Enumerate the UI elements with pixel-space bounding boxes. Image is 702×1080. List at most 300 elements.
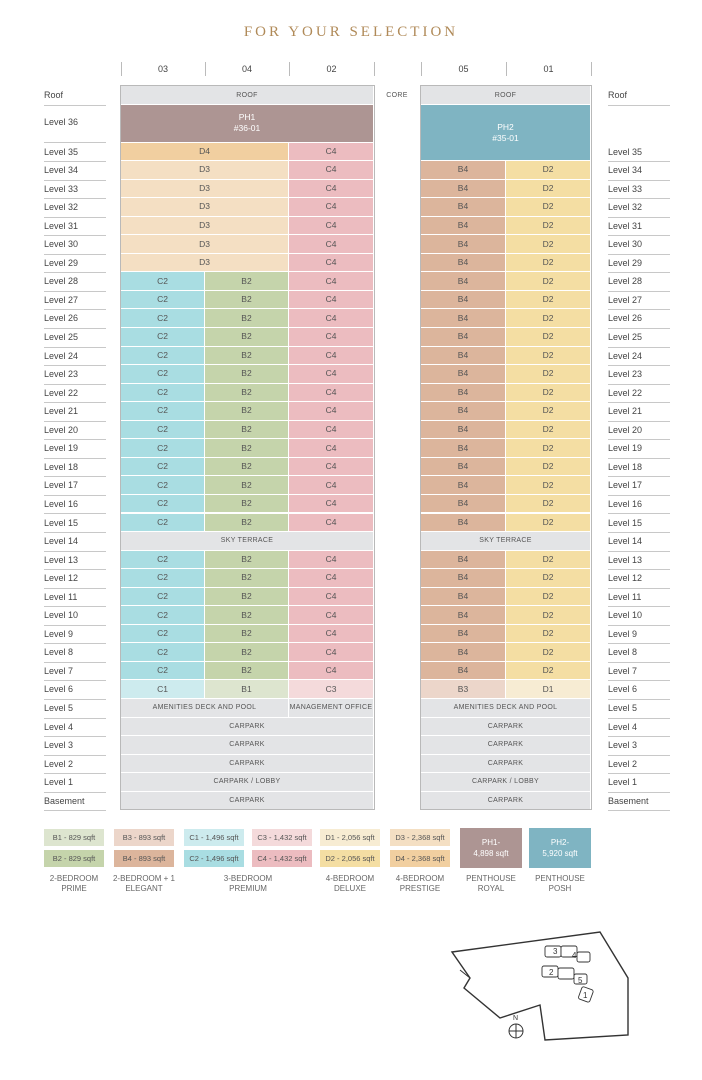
legend-penthouse: PH2- 5,920 sqft bbox=[529, 828, 591, 868]
unit-cell: B4 bbox=[421, 625, 506, 644]
level-row-line bbox=[608, 272, 670, 273]
unit-cell: D2 bbox=[506, 643, 591, 662]
unit-cell: B4 bbox=[421, 662, 506, 681]
level-row-line bbox=[44, 755, 106, 756]
level-label-left: Level 34 bbox=[44, 165, 79, 176]
unit-cell: C2 bbox=[121, 625, 205, 644]
unit-cell: C4 bbox=[289, 309, 374, 328]
level-label-right: Level 7 bbox=[608, 665, 638, 676]
level-row-line bbox=[608, 180, 670, 181]
unit-cell: B2 bbox=[205, 272, 289, 291]
unit-cell: D2 bbox=[506, 347, 591, 366]
unit-cell: B4 bbox=[421, 161, 506, 180]
unit-cell: B4 bbox=[421, 254, 506, 273]
level-label-left: Level 11 bbox=[44, 591, 78, 602]
amenities-right: AMENITIES DECK AND POOL bbox=[421, 699, 591, 718]
unit-cell: B4 bbox=[421, 291, 506, 310]
level-row-line bbox=[44, 643, 106, 644]
level-label-right: Level 35 bbox=[608, 146, 643, 157]
unit-cell: D2 bbox=[506, 291, 591, 310]
ph2-unit: #35-01 bbox=[492, 132, 519, 143]
map-label-3: 3 bbox=[553, 947, 558, 956]
level-row-line bbox=[608, 569, 670, 570]
ph1-unit: #36-01 bbox=[233, 123, 261, 134]
level-row-line bbox=[44, 384, 106, 385]
level-row-line bbox=[44, 810, 106, 811]
level-row-line bbox=[608, 217, 670, 218]
unit-cell: C4 bbox=[289, 161, 374, 180]
level-row-line bbox=[608, 736, 670, 737]
level-label-right: Level 14 bbox=[608, 536, 643, 547]
carpark-left: CARPARK bbox=[121, 755, 374, 774]
level-label-right: Level 4 bbox=[608, 721, 638, 732]
unit-cell: C2 bbox=[121, 551, 205, 570]
unit-cell: C4 bbox=[289, 217, 374, 236]
level-row-line bbox=[44, 513, 106, 514]
unit-cell: B2 bbox=[205, 662, 289, 681]
level-row-line bbox=[44, 588, 106, 589]
level-row-line bbox=[608, 699, 670, 700]
unit-cell: D2 bbox=[506, 254, 591, 273]
unit-cell: C2 bbox=[121, 309, 205, 328]
unit-cell: C4 bbox=[289, 514, 374, 533]
map-label-5: 5 bbox=[578, 976, 583, 985]
unit-cell: C4 bbox=[289, 625, 374, 644]
unit-cell: B4 bbox=[421, 514, 506, 533]
core-label: CORE bbox=[374, 86, 421, 105]
level-row-line bbox=[44, 254, 106, 255]
level-row-line bbox=[44, 551, 106, 552]
unit-cell: C2 bbox=[121, 291, 205, 310]
map-label-1: 1 bbox=[583, 991, 588, 1000]
column-divider bbox=[121, 62, 122, 76]
unit-cell: D2 bbox=[506, 217, 591, 236]
unit-cell: C4 bbox=[289, 402, 374, 421]
unit-cell: B2 bbox=[205, 458, 289, 477]
unit-cell: B1 bbox=[205, 680, 289, 699]
unit-cell: D3 bbox=[121, 254, 289, 273]
unit-cell: C2 bbox=[121, 662, 205, 681]
level-row-line bbox=[608, 606, 670, 607]
unit-cell: B2 bbox=[205, 309, 289, 328]
map-label-4: 4 bbox=[572, 951, 577, 960]
unit-cell: B2 bbox=[205, 476, 289, 495]
penthouse-ph2 bbox=[421, 105, 591, 161]
level-label-right: Level 2 bbox=[608, 758, 638, 769]
level-row-line bbox=[608, 198, 670, 199]
unit-cell: B4 bbox=[421, 439, 506, 458]
unit-cell: C4 bbox=[289, 384, 374, 403]
level-label-right: Level 23 bbox=[608, 369, 643, 380]
level-row-line bbox=[608, 291, 670, 292]
unit-cell: B4 bbox=[421, 421, 506, 440]
column-divider bbox=[289, 62, 290, 76]
carpark-lobby-left: CARPARK / LOBBY bbox=[121, 773, 374, 792]
unit-cell: C2 bbox=[121, 588, 205, 607]
unit-cell: C4 bbox=[289, 588, 374, 607]
level-row-line bbox=[44, 217, 106, 218]
column-header-04: 04 bbox=[241, 64, 252, 74]
level-label-left: Level 15 bbox=[44, 517, 79, 528]
level-row-line bbox=[44, 272, 106, 273]
unit-cell: C2 bbox=[121, 439, 205, 458]
unit-cell: C4 bbox=[289, 643, 374, 662]
level-label-left: Level 25 bbox=[44, 332, 79, 342]
legend-penthouse: PH1- 4,898 sqft bbox=[460, 828, 522, 868]
unit-cell: B4 bbox=[421, 198, 506, 217]
level-row-line bbox=[44, 773, 106, 774]
unit-cell: C4 bbox=[289, 421, 374, 440]
level-row-line bbox=[608, 328, 670, 329]
unit-cell: C4 bbox=[289, 254, 374, 273]
level-row-line bbox=[44, 699, 106, 700]
unit-cell: C4 bbox=[289, 439, 374, 458]
level-row-line bbox=[44, 532, 106, 533]
level-label-right: Level 32 bbox=[608, 202, 643, 213]
unit-cell: C2 bbox=[121, 384, 205, 403]
column-divider bbox=[205, 62, 206, 76]
level-label-right: Level 6 bbox=[608, 684, 638, 695]
level-label-left: Level 31 bbox=[44, 220, 79, 231]
legend-caption: 2-BEDROOM PRIME bbox=[49, 874, 99, 893]
north-arrow-icon bbox=[509, 1015, 523, 1038]
level-row-line bbox=[608, 551, 670, 552]
unit-cell: D3 bbox=[121, 235, 289, 254]
level-row-line bbox=[44, 458, 106, 459]
level-label-right: Level 3 bbox=[608, 740, 638, 751]
unit-cell: B2 bbox=[205, 291, 289, 310]
page-title: FOR YOUR SELECTION bbox=[243, 24, 459, 40]
unit-cell: B4 bbox=[421, 235, 506, 254]
unit-cell: B2 bbox=[205, 569, 289, 588]
unit-cell: C2 bbox=[121, 643, 205, 662]
unit-cell: C2 bbox=[121, 365, 205, 384]
unit-cell: D1 bbox=[506, 680, 591, 699]
level-label-left: Level 17 bbox=[44, 480, 79, 491]
level-label-left: Level 23 bbox=[44, 369, 79, 380]
legend-item: C1 - 1,496 sqft bbox=[184, 829, 244, 846]
level-label-right: Level 26 bbox=[608, 313, 643, 324]
level-row-line bbox=[44, 161, 106, 162]
legend-item: B3 - 893 sqft bbox=[114, 829, 174, 846]
level-label-left: Level 21 bbox=[44, 406, 79, 417]
unit-cell: B4 bbox=[421, 643, 506, 662]
unit-cell: B3 bbox=[421, 680, 506, 699]
level-row-line bbox=[44, 495, 106, 496]
ph1-name: PH1 bbox=[238, 112, 256, 123]
unit-cell: B4 bbox=[421, 495, 506, 514]
level-label-left: Level 12 bbox=[44, 573, 79, 584]
sky-terrace-left: SKY TERRACE bbox=[121, 532, 374, 551]
unit-cell: C4 bbox=[289, 180, 374, 199]
unit-cell: D2 bbox=[506, 402, 591, 421]
level-row-line bbox=[44, 718, 106, 719]
level-label-left: Level 35 bbox=[44, 146, 79, 157]
level-label-right: Level 15 bbox=[608, 517, 643, 528]
level-row-line bbox=[44, 180, 106, 181]
unit-cell: D2 bbox=[506, 439, 591, 458]
level-row-line bbox=[44, 105, 106, 106]
level-row-line bbox=[608, 810, 670, 811]
unit-cell: C4 bbox=[289, 569, 374, 588]
unit-cell: C4 bbox=[289, 365, 374, 384]
unit-cell: B4 bbox=[421, 365, 506, 384]
unit-cell: C3 bbox=[289, 680, 374, 699]
unit-cell: C4 bbox=[289, 606, 374, 625]
legend-item: C3 - 1,432 sqft bbox=[252, 829, 312, 846]
unit-cell: D3 bbox=[121, 217, 289, 236]
level-row-line bbox=[608, 513, 670, 514]
column-header-02: 02 bbox=[326, 64, 337, 74]
unit-cell: D2 bbox=[506, 551, 591, 570]
carpark-right: CARPARK bbox=[421, 718, 591, 737]
legend-item: B2 - 829 sqft bbox=[44, 850, 104, 867]
unit-cell: B4 bbox=[421, 551, 506, 570]
unit-cell: C2 bbox=[121, 328, 205, 347]
level-label-left: Level 30 bbox=[44, 239, 79, 250]
legend-item: C2 - 1,496 sqft bbox=[184, 850, 244, 867]
level-row-line bbox=[608, 755, 670, 756]
legend-item: D4 - 2,368 sqft bbox=[390, 850, 450, 867]
unit-cell: C2 bbox=[121, 606, 205, 625]
carpark-left: CARPARK bbox=[121, 792, 374, 811]
unit-cell: B4 bbox=[421, 402, 506, 421]
level-label-right: Level 27 bbox=[608, 294, 643, 305]
unit-cell: C4 bbox=[289, 347, 374, 366]
level-label-right: Level 34 bbox=[608, 165, 643, 176]
unit-cell: C2 bbox=[121, 569, 205, 588]
level-label-left: Level 2 bbox=[44, 758, 74, 769]
level-label-right: Level 18 bbox=[608, 461, 643, 472]
level-row-line bbox=[608, 718, 670, 719]
level-label-right: Level 25 bbox=[608, 332, 643, 342]
unit-cell: C4 bbox=[289, 551, 374, 570]
level-label-left: Roof bbox=[44, 90, 64, 100]
unit-cell: B2 bbox=[205, 402, 289, 421]
legend-caption: PENTHOUSE ROYAL bbox=[466, 874, 516, 893]
level-row-line bbox=[44, 291, 106, 292]
level-row-line bbox=[608, 458, 670, 459]
level-label-left: Basement bbox=[44, 795, 85, 806]
level-label-left: Level 3 bbox=[44, 740, 74, 751]
unit-cell: B2 bbox=[205, 625, 289, 644]
unit-cell: D2 bbox=[506, 588, 591, 607]
level-label-left: Level 36 bbox=[44, 117, 79, 127]
unit-cell: B4 bbox=[421, 180, 506, 199]
legend-caption: 4-BEDROOM DELUXE bbox=[325, 874, 375, 893]
level-row-line bbox=[608, 347, 670, 348]
level-row-line bbox=[44, 365, 106, 366]
map-label-2: 2 bbox=[549, 968, 554, 977]
level-label-left: Level 16 bbox=[44, 498, 79, 509]
unit-cell: C4 bbox=[289, 291, 374, 310]
unit-cell: B2 bbox=[205, 606, 289, 625]
unit-cell: B4 bbox=[421, 217, 506, 236]
level-label-left: Level 9 bbox=[44, 628, 74, 639]
level-label-right: Level 1 bbox=[608, 777, 638, 788]
level-label-left: Level 7 bbox=[44, 665, 74, 676]
level-row-line bbox=[608, 680, 670, 681]
unit-cell: D2 bbox=[506, 309, 591, 328]
level-label-right: Level 19 bbox=[608, 443, 643, 454]
level-row-line bbox=[608, 643, 670, 644]
penthouse-ph1 bbox=[121, 105, 374, 143]
unit-cell: D2 bbox=[506, 180, 591, 199]
unit-cell: C4 bbox=[289, 662, 374, 681]
unit-cell: B2 bbox=[205, 551, 289, 570]
level-row-line bbox=[44, 792, 106, 793]
unit-cell: C2 bbox=[121, 458, 205, 477]
level-row-line bbox=[608, 161, 670, 162]
unit-cell: D4 bbox=[121, 143, 289, 162]
unit-cell: B4 bbox=[421, 606, 506, 625]
level-label-left: Level 8 bbox=[44, 647, 74, 658]
legend-item: D1 - 2,056 sqft bbox=[320, 829, 380, 846]
level-label-left: Level 22 bbox=[44, 387, 79, 398]
unit-cell: C4 bbox=[289, 476, 374, 495]
level-label-right: Level 21 bbox=[608, 406, 643, 417]
level-label-right: Level 29 bbox=[608, 257, 643, 268]
level-row-line bbox=[44, 439, 106, 440]
unit-cell: C4 bbox=[289, 198, 374, 217]
level-label-right: Roof bbox=[608, 90, 628, 100]
unit-cell: C2 bbox=[121, 421, 205, 440]
unit-cell: D2 bbox=[506, 495, 591, 514]
level-label-right: Level 5 bbox=[608, 703, 638, 713]
level-row-line bbox=[608, 384, 670, 385]
level-label-left: Level 18 bbox=[44, 461, 79, 472]
level-row-line bbox=[44, 680, 106, 681]
level-row-line bbox=[608, 495, 670, 496]
unit-cell: B4 bbox=[421, 569, 506, 588]
level-row-line bbox=[608, 662, 670, 663]
column-header-01: 01 bbox=[543, 64, 554, 74]
legend-item: B4 - 893 sqft bbox=[114, 850, 174, 867]
unit-cell: B2 bbox=[205, 328, 289, 347]
level-row-line bbox=[608, 309, 670, 310]
level-label-right: Level 20 bbox=[608, 424, 643, 435]
legend-caption: PENTHOUSE POSH bbox=[535, 874, 585, 893]
level-row-line bbox=[608, 532, 670, 533]
unit-cell: C1 bbox=[121, 680, 205, 699]
level-label-right: Level 17 bbox=[608, 480, 643, 491]
level-label-left: Level 33 bbox=[44, 183, 79, 194]
unit-cell: B4 bbox=[421, 458, 506, 477]
level-row-line bbox=[608, 235, 670, 236]
unit-cell: D2 bbox=[506, 421, 591, 440]
legend-caption: 4-BEDROOM PRESTIGE bbox=[395, 874, 445, 893]
carpark-lobby-right: CARPARK / LOBBY bbox=[421, 773, 591, 792]
level-row-line bbox=[608, 439, 670, 440]
level-row-line bbox=[608, 773, 670, 774]
unit-cell: D3 bbox=[121, 161, 289, 180]
unit-cell: B2 bbox=[205, 439, 289, 458]
level-label-left: Level 14 bbox=[44, 536, 79, 547]
level-label-left: Level 4 bbox=[44, 721, 74, 732]
unit-cell: D2 bbox=[506, 235, 591, 254]
unit-cell: C2 bbox=[121, 514, 205, 533]
level-row-line bbox=[44, 309, 106, 310]
level-row-line bbox=[608, 588, 670, 589]
level-row-line bbox=[608, 792, 670, 793]
level-row-line bbox=[608, 402, 670, 403]
unit-cell: D2 bbox=[506, 662, 591, 681]
carpark-right: CARPARK bbox=[421, 755, 591, 774]
roof-right: ROOF bbox=[421, 86, 591, 105]
unit-cell: B4 bbox=[421, 328, 506, 347]
site-plan-map bbox=[450, 930, 630, 1055]
unit-cell: B4 bbox=[421, 384, 506, 403]
unit-cell: C4 bbox=[289, 143, 374, 162]
level-label-right: Level 9 bbox=[608, 628, 638, 639]
legend-item: C4 - 1,432 sqft bbox=[252, 850, 312, 867]
level-row-line bbox=[608, 254, 670, 255]
legend-caption-3bedroom: 3-BEDROOM PREMIUM bbox=[223, 874, 273, 893]
level-label-right: Level 13 bbox=[608, 554, 643, 565]
unit-cell: C2 bbox=[121, 476, 205, 495]
unit-cell: D2 bbox=[506, 198, 591, 217]
level-label-left: Level 19 bbox=[44, 443, 79, 454]
level-label-left: Level 5 bbox=[44, 703, 74, 713]
unit-cell: B4 bbox=[421, 588, 506, 607]
level-label-left: Level 28 bbox=[44, 276, 79, 287]
level-label-right: Level 24 bbox=[608, 350, 643, 361]
level-row-line bbox=[44, 142, 106, 143]
unit-cell: B4 bbox=[421, 347, 506, 366]
level-label-right: Level 31 bbox=[608, 220, 643, 231]
column-divider bbox=[421, 62, 422, 76]
level-row-line bbox=[608, 476, 670, 477]
ph2-name: PH2 bbox=[497, 121, 514, 132]
level-label-right: Level 10 bbox=[608, 610, 643, 621]
unit-cell: C2 bbox=[121, 402, 205, 421]
unit-cell: D2 bbox=[506, 514, 591, 533]
legend-item: D2 - 2,056 sqft bbox=[320, 850, 380, 867]
sky-terrace-right: SKY TERRACE bbox=[421, 532, 591, 551]
level-row-line bbox=[44, 662, 106, 663]
unit-cell: C4 bbox=[289, 272, 374, 291]
level-row-line bbox=[44, 198, 106, 199]
roof-left: ROOF bbox=[121, 86, 374, 105]
carpark-right: CARPARK bbox=[421, 736, 591, 755]
column-divider bbox=[506, 62, 507, 76]
north-label: N bbox=[513, 1015, 519, 1022]
level-row-line bbox=[608, 421, 670, 422]
level-row-line bbox=[608, 105, 670, 106]
level-row-line bbox=[44, 235, 106, 236]
unit-cell: B4 bbox=[421, 476, 506, 495]
column-divider bbox=[374, 62, 375, 76]
level-label-left: Level 6 bbox=[44, 684, 74, 695]
unit-cell: D2 bbox=[506, 569, 591, 588]
column-header-05: 05 bbox=[458, 64, 469, 74]
unit-cell: C4 bbox=[289, 458, 374, 477]
level-label-right: Level 30 bbox=[608, 239, 643, 250]
unit-cell: B4 bbox=[421, 272, 506, 291]
unit-cell: C2 bbox=[121, 495, 205, 514]
level-label-left: Level 1 bbox=[44, 777, 74, 788]
unit-cell: D2 bbox=[506, 476, 591, 495]
legend-item: B1 - 829 sqft bbox=[44, 829, 104, 846]
unit-cell: D2 bbox=[506, 365, 591, 384]
level-row-line bbox=[44, 328, 106, 329]
level-label-right: Level 28 bbox=[608, 276, 643, 287]
level-label-left: Level 27 bbox=[44, 294, 79, 305]
unit-cell: B2 bbox=[205, 514, 289, 533]
unit-cell: D3 bbox=[121, 198, 289, 217]
level-label-left: Level 13 bbox=[44, 554, 79, 565]
unit-cell: D2 bbox=[506, 458, 591, 477]
